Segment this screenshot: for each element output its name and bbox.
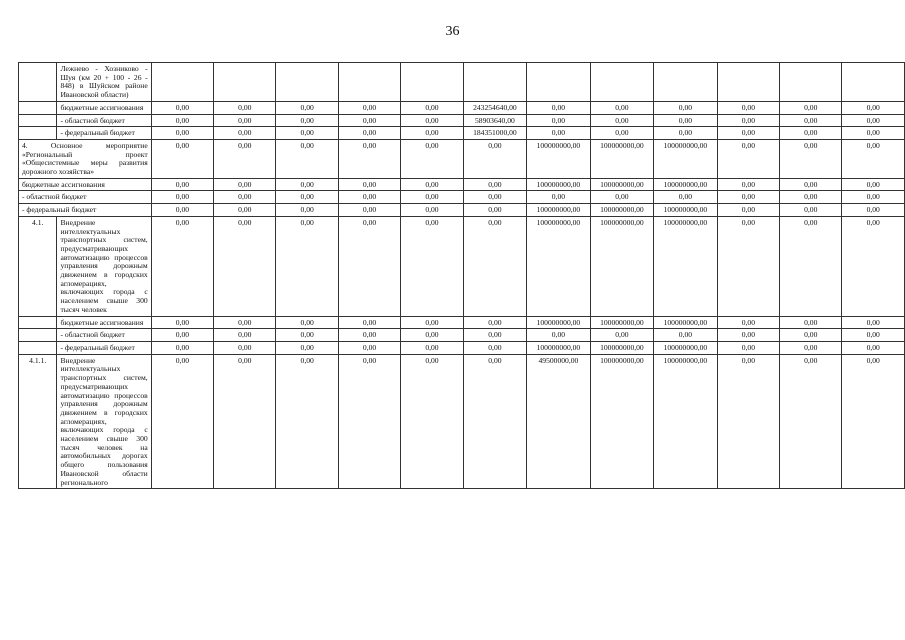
value-cell: 0,00 [654, 101, 718, 114]
value-cell: 0,00 [463, 191, 527, 204]
table-row [19, 341, 905, 354]
value-cell: 0,00 [780, 114, 842, 127]
value-cell [590, 63, 654, 102]
value-cell: 0,00 [842, 127, 905, 140]
value-cell: 100000000,00 [527, 178, 591, 191]
value-cell: 0,00 [338, 191, 400, 204]
value-cell: 0,00 [214, 127, 276, 140]
row-label: Внедрение интеллектуальных транспортных систем, предусматривающих автоматизацию процессов управления дорожным движением в городских агломерациях, включающих города с населением свыше 300 тысяч человек [57, 216, 151, 316]
value-cell: 0,00 [780, 191, 842, 204]
value-cell: 0,00 [780, 316, 842, 329]
value-cell: 0,00 [463, 316, 527, 329]
value-cell: 100000000,00 [527, 216, 591, 316]
value-cell: 0,00 [527, 114, 591, 127]
value-cell: 0,00 [463, 341, 527, 354]
value-cell: 0,00 [842, 101, 905, 114]
value-cell: 0,00 [338, 127, 400, 140]
row-label: - федеральный бюджет [19, 204, 152, 217]
value-cell: 0,00 [338, 329, 400, 342]
row-label: 4. Основное мероприятие «Региональный проект «Общесистемные меры развития дорожного хозяйства» [19, 139, 152, 178]
value-cell: 0,00 [214, 139, 276, 178]
value-cell: 0,00 [780, 178, 842, 191]
value-cell [842, 63, 905, 102]
value-cell [214, 63, 276, 102]
value-cell: 0,00 [276, 191, 338, 204]
value-cell: 100000000,00 [654, 178, 718, 191]
row-label: Внедрение интеллектуальных транспортных систем, предусматривающих автоматизацию процессов управления дорожным движением в городских агломерациях, включающих города с населением свыше 300 тысяч человек на автомобильных дорогах общего пользования Ивановской области регионального [57, 354, 151, 489]
value-cell: 0,00 [214, 204, 276, 217]
value-cell: 0,00 [780, 139, 842, 178]
value-cell: 0,00 [151, 216, 213, 316]
value-cell: 0,00 [590, 101, 654, 114]
row-code [19, 316, 57, 329]
value-cell: 0,00 [401, 316, 463, 329]
page-number: 36 [445, 24, 460, 39]
value-cell: 0,00 [151, 114, 213, 127]
value-cell: 0,00 [780, 101, 842, 114]
value-cell: 0,00 [590, 329, 654, 342]
value-cell: 100000000,00 [590, 216, 654, 316]
value-cell: 0,00 [780, 216, 842, 316]
value-cell: 100000000,00 [654, 139, 718, 178]
value-cell: 100000000,00 [590, 204, 654, 217]
value-cell [401, 63, 463, 102]
table-row [19, 127, 905, 140]
value-cell [276, 63, 338, 102]
value-cell: 0,00 [842, 329, 905, 342]
value-cell: 100000000,00 [527, 139, 591, 178]
value-cell: 0,00 [214, 216, 276, 316]
value-cell: 0,00 [717, 178, 779, 191]
value-cell: 0,00 [654, 127, 718, 140]
value-cell: 0,00 [654, 114, 718, 127]
value-cell: 100000000,00 [654, 216, 718, 316]
row-label: - областной бюджет [57, 329, 151, 342]
value-cell: 100000000,00 [527, 341, 591, 354]
value-cell: 100000000,00 [527, 316, 591, 329]
value-cell: 0,00 [527, 127, 591, 140]
value-cell: 0,00 [590, 114, 654, 127]
value-cell: 0,00 [214, 191, 276, 204]
value-cell: 100000000,00 [654, 354, 718, 489]
value-cell: 0,00 [842, 341, 905, 354]
table-row [19, 354, 905, 489]
table-row [19, 316, 905, 329]
value-cell: 0,00 [401, 127, 463, 140]
value-cell: 0,00 [276, 354, 338, 489]
value-cell: 0,00 [151, 204, 213, 217]
row-label: бюджетные ассигнования [19, 178, 152, 191]
value-cell: 0,00 [463, 216, 527, 316]
value-cell: 0,00 [401, 114, 463, 127]
value-cell: 0,00 [276, 316, 338, 329]
value-cell: 0,00 [214, 114, 276, 127]
value-cell: 0,00 [654, 329, 718, 342]
value-cell: 0,00 [401, 178, 463, 191]
value-cell: 49500000,00 [527, 354, 591, 489]
value-cell: 100000000,00 [654, 316, 718, 329]
value-cell: 0,00 [401, 341, 463, 354]
value-cell: 0,00 [842, 114, 905, 127]
value-cell: 0,00 [214, 329, 276, 342]
value-cell: 0,00 [401, 101, 463, 114]
value-cell: 0,00 [717, 114, 779, 127]
value-cell: 0,00 [780, 329, 842, 342]
value-cell: 0,00 [401, 216, 463, 316]
value-cell: 0,00 [151, 101, 213, 114]
value-cell: 0,00 [717, 101, 779, 114]
value-cell: 0,00 [338, 341, 400, 354]
value-cell: 0,00 [780, 341, 842, 354]
table-row [19, 114, 905, 127]
value-cell: 0,00 [717, 341, 779, 354]
value-cell: 0,00 [151, 329, 213, 342]
value-cell: 100000000,00 [654, 341, 718, 354]
value-cell: 0,00 [151, 178, 213, 191]
row-code: 4.1.1. [19, 354, 57, 489]
value-cell: 0,00 [717, 204, 779, 217]
value-cell: 0,00 [717, 216, 779, 316]
row-label: - областной бюджет [19, 191, 152, 204]
table-row [19, 63, 905, 102]
value-cell: 0,00 [214, 101, 276, 114]
value-cell: 0,00 [527, 191, 591, 204]
value-cell: 0,00 [842, 204, 905, 217]
value-cell: 0,00 [151, 341, 213, 354]
value-cell: 100000000,00 [654, 204, 718, 217]
value-cell: 58903640,00 [463, 114, 527, 127]
value-cell: 0,00 [717, 329, 779, 342]
budget-table [18, 62, 905, 489]
value-cell: 0,00 [338, 354, 400, 489]
value-cell: 0,00 [780, 204, 842, 217]
row-label: - федеральный бюджет [57, 127, 151, 140]
table-row [19, 178, 905, 191]
value-cell: 0,00 [276, 139, 338, 178]
value-cell: 0,00 [654, 191, 718, 204]
value-cell [463, 63, 527, 102]
value-cell: 0,00 [842, 354, 905, 489]
value-cell: 0,00 [276, 101, 338, 114]
value-cell: 0,00 [276, 329, 338, 342]
value-cell [527, 63, 591, 102]
value-cell: 0,00 [463, 354, 527, 489]
value-cell: 0,00 [276, 204, 338, 217]
value-cell: 100000000,00 [590, 178, 654, 191]
value-cell: 0,00 [842, 316, 905, 329]
value-cell: 0,00 [590, 191, 654, 204]
value-cell: 0,00 [151, 354, 213, 489]
row-code [19, 101, 57, 114]
value-cell [338, 63, 400, 102]
table-row [19, 216, 905, 316]
value-cell: 0,00 [463, 178, 527, 191]
table-row [19, 101, 905, 114]
value-cell: 0,00 [842, 216, 905, 316]
row-code [19, 63, 57, 102]
table-row [19, 329, 905, 342]
value-cell: 0,00 [338, 139, 400, 178]
table-row [19, 191, 905, 204]
value-cell: 0,00 [717, 354, 779, 489]
row-code [19, 127, 57, 140]
row-label: бюджетные ассигнования [57, 316, 151, 329]
value-cell: 0,00 [151, 316, 213, 329]
value-cell: 243254640,00 [463, 101, 527, 114]
value-cell: 0,00 [338, 204, 400, 217]
row-label: бюджетные ассигнования [57, 101, 151, 114]
value-cell: 0,00 [401, 139, 463, 178]
value-cell: 0,00 [780, 354, 842, 489]
value-cell: 0,00 [527, 101, 591, 114]
table-row [19, 204, 905, 217]
row-label: Лежнево - Хозниково - Шуя (км 20 + 100 - 26 - 848) в Шуйском районе Ивановской области) [57, 63, 151, 102]
table-row [19, 139, 905, 178]
value-cell: 0,00 [276, 178, 338, 191]
value-cell: 0,00 [401, 191, 463, 204]
value-cell: 0,00 [401, 204, 463, 217]
value-cell: 0,00 [276, 127, 338, 140]
row-code [19, 114, 57, 127]
value-cell [717, 63, 779, 102]
value-cell: 0,00 [463, 139, 527, 178]
value-cell: 0,00 [590, 127, 654, 140]
value-cell: 0,00 [338, 216, 400, 316]
row-code [19, 341, 57, 354]
value-cell: 0,00 [842, 139, 905, 178]
row-code: 4.1. [19, 216, 57, 316]
row-code [19, 329, 57, 342]
value-cell: 100000000,00 [590, 139, 654, 178]
value-cell: 184351000,00 [463, 127, 527, 140]
value-cell: 100000000,00 [590, 316, 654, 329]
value-cell: 0,00 [151, 191, 213, 204]
value-cell [780, 63, 842, 102]
value-cell: 0,00 [276, 216, 338, 316]
value-cell: 0,00 [338, 114, 400, 127]
value-cell: 0,00 [401, 329, 463, 342]
value-cell: 0,00 [214, 178, 276, 191]
value-cell: 0,00 [527, 329, 591, 342]
value-cell: 0,00 [214, 354, 276, 489]
value-cell: 0,00 [717, 139, 779, 178]
value-cell: 0,00 [276, 341, 338, 354]
value-cell: 0,00 [842, 191, 905, 204]
value-cell [654, 63, 718, 102]
value-cell: 0,00 [717, 191, 779, 204]
value-cell: 0,00 [717, 127, 779, 140]
value-cell: 0,00 [463, 204, 527, 217]
value-cell: 0,00 [151, 127, 213, 140]
row-label: - федеральный бюджет [57, 341, 151, 354]
value-cell: 0,00 [401, 354, 463, 489]
value-cell: 0,00 [276, 114, 338, 127]
value-cell: 0,00 [842, 178, 905, 191]
value-cell: 0,00 [214, 341, 276, 354]
row-label: - областной бюджет [57, 114, 151, 127]
value-cell: 0,00 [151, 139, 213, 178]
value-cell: 100000000,00 [527, 204, 591, 217]
value-cell: 0,00 [338, 178, 400, 191]
value-cell [151, 63, 213, 102]
value-cell: 100000000,00 [590, 354, 654, 489]
value-cell: 0,00 [717, 316, 779, 329]
value-cell: 100000000,00 [590, 341, 654, 354]
value-cell: 0,00 [214, 316, 276, 329]
value-cell: 0,00 [338, 101, 400, 114]
value-cell: 0,00 [780, 127, 842, 140]
value-cell: 0,00 [338, 316, 400, 329]
value-cell: 0,00 [463, 329, 527, 342]
